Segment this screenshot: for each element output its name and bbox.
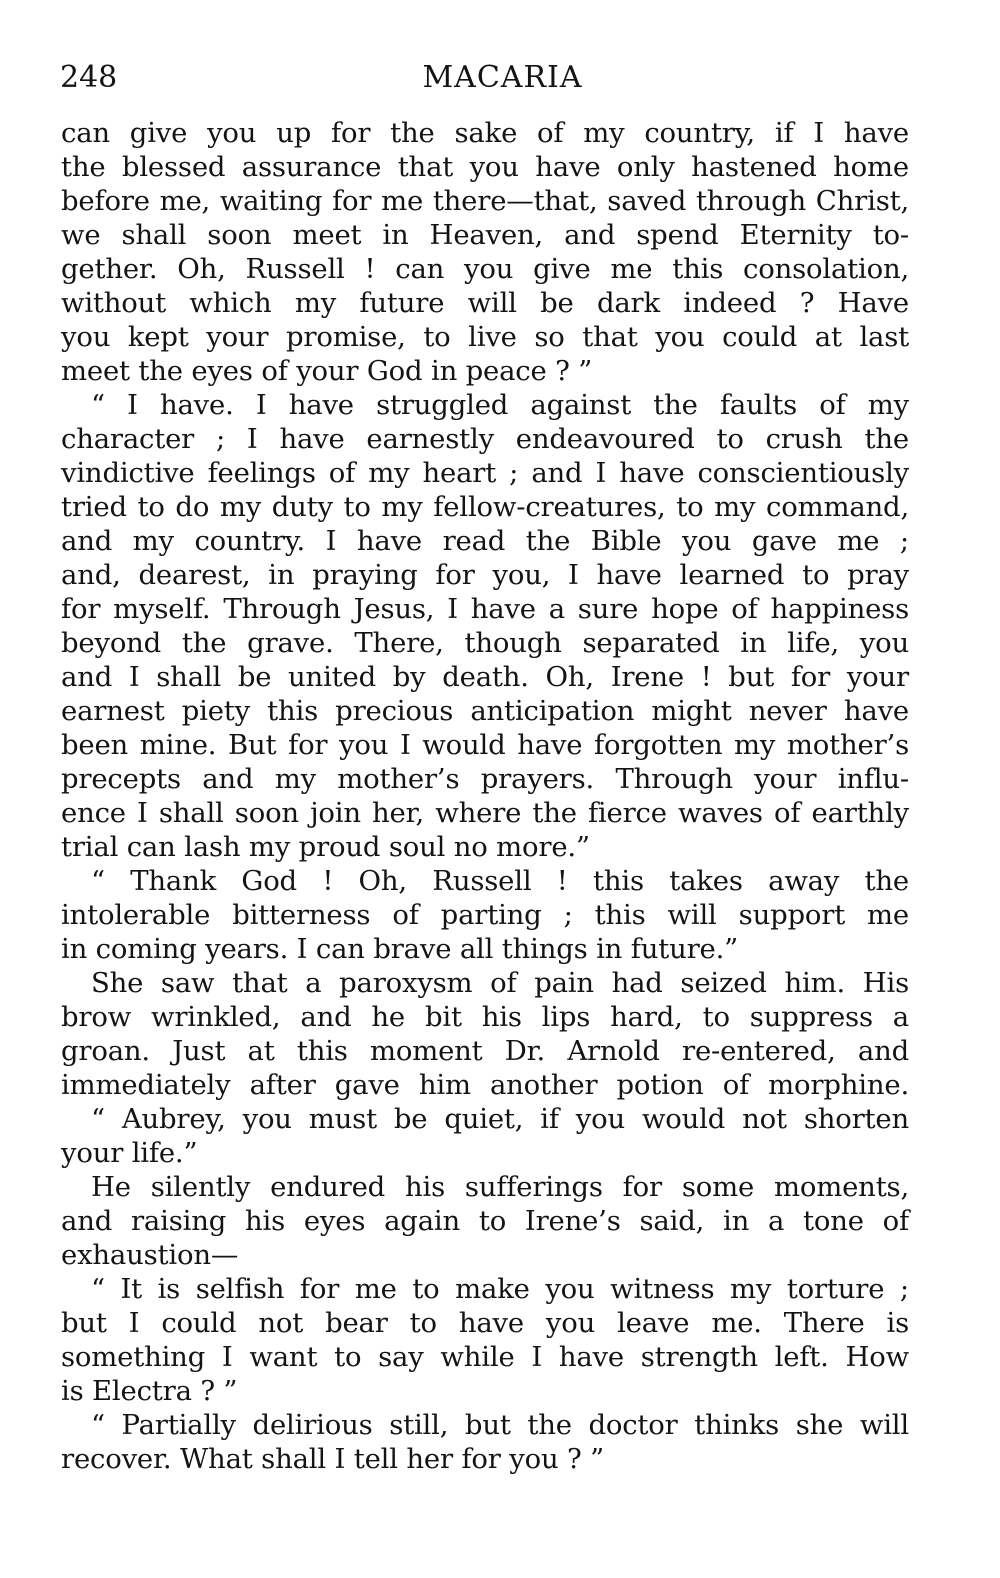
running-head <box>60 58 910 98</box>
text-line: earnest piety this precious anticipation might never have <box>61 695 909 727</box>
text-line: we shall soon meet in Heaven, and spend Eternity to- <box>61 219 909 251</box>
text-line: “ Partially delirious still, but the doctor thinks she will <box>91 1409 909 1441</box>
text-line: intolerable bitterness of parting ; this will support me <box>61 899 909 931</box>
text-line: gether. Oh, Russell ! can you give me this consolation, <box>61 253 909 285</box>
body-text <box>61 116 909 1476</box>
text-line: precepts and my mother’s prayers. Through your influ- <box>61 763 909 795</box>
text-line: you kept your promise, to live so that you could at last <box>61 321 909 353</box>
text-line: and my country. I have read the Bible you gave me ; <box>61 525 909 557</box>
text-line: “ Aubrey, you must be quiet, if you would not shorten <box>91 1103 909 1135</box>
text-line: “ I have. I have struggled against the faults of my <box>91 389 909 421</box>
text-line: but I could not bear to have you leave me. There is <box>61 1307 909 1339</box>
text-line: tried to do my duty to my fellow-creatures, to my command, <box>61 491 909 523</box>
text-line: before me, waiting for me there—that, saved through Christ, <box>61 185 909 217</box>
text-line: can give you up for the sake of my country, if I have <box>61 117 909 149</box>
text-line: been mine. But for you I would have forgotten my mother’s <box>61 729 909 761</box>
text-line: something I want to say while I have strength left. How <box>61 1341 909 1373</box>
text-line: in coming years. I can brave all things in future.” <box>61 933 739 965</box>
text-line: without which my future will be dark indeed ? Have <box>61 287 909 319</box>
page-number: 248 <box>60 60 118 95</box>
text-line: “ Thank God ! Oh, Russell ! this takes away the <box>91 865 909 897</box>
text-line: is Electra ? ” <box>61 1375 238 1407</box>
text-line: character ; I have earnestly endeavoured to crush the <box>61 423 909 455</box>
text-line: your life.” <box>61 1137 198 1169</box>
text-line: brow wrinkled, and he bit his lips hard, to suppress a <box>61 1001 909 1033</box>
text-line: exhaustion— <box>61 1239 239 1271</box>
text-line: groan. Just at this moment Dr. Arnold re-entered, and <box>61 1035 909 1067</box>
text-line: ence I shall soon join her, where the fierce waves of earthly <box>61 797 909 829</box>
text-line: beyond the grave. There, though separated in life, you <box>61 627 909 659</box>
text-line: for myself. Through Jesus, I have a sure hope of happiness <box>61 593 909 625</box>
text-line: He silently endured his sufferings for some moments, <box>91 1171 909 1203</box>
text-line: the blessed assurance that you have only hastened home <box>61 151 909 183</box>
running-title: MACARIA <box>422 60 583 95</box>
text-line: and I shall be united by death. Oh, Irene ! but for your <box>61 661 909 693</box>
text-line: immediately after gave him another potion of morphine. <box>61 1069 909 1101</box>
text-line: She saw that a paroxysm of pain had seized him. His <box>91 967 909 999</box>
text-line: vindictive feelings of my heart ; and I have conscientiously <box>61 457 909 489</box>
text-line: recover. What shall I tell her for you ? ” <box>61 1443 604 1475</box>
text-line: meet the eyes of your God in peace ? ” <box>61 355 593 387</box>
text-line: “ It is selfish for me to make you witness my torture ; <box>91 1273 909 1305</box>
text-line: trial can lash my proud soul no more.” <box>61 831 590 863</box>
text-line: and raising his eyes again to Irene’s said, in a tone of <box>61 1205 909 1237</box>
text-line: and, dearest, in praying for you, I have learned to pray <box>61 559 909 591</box>
